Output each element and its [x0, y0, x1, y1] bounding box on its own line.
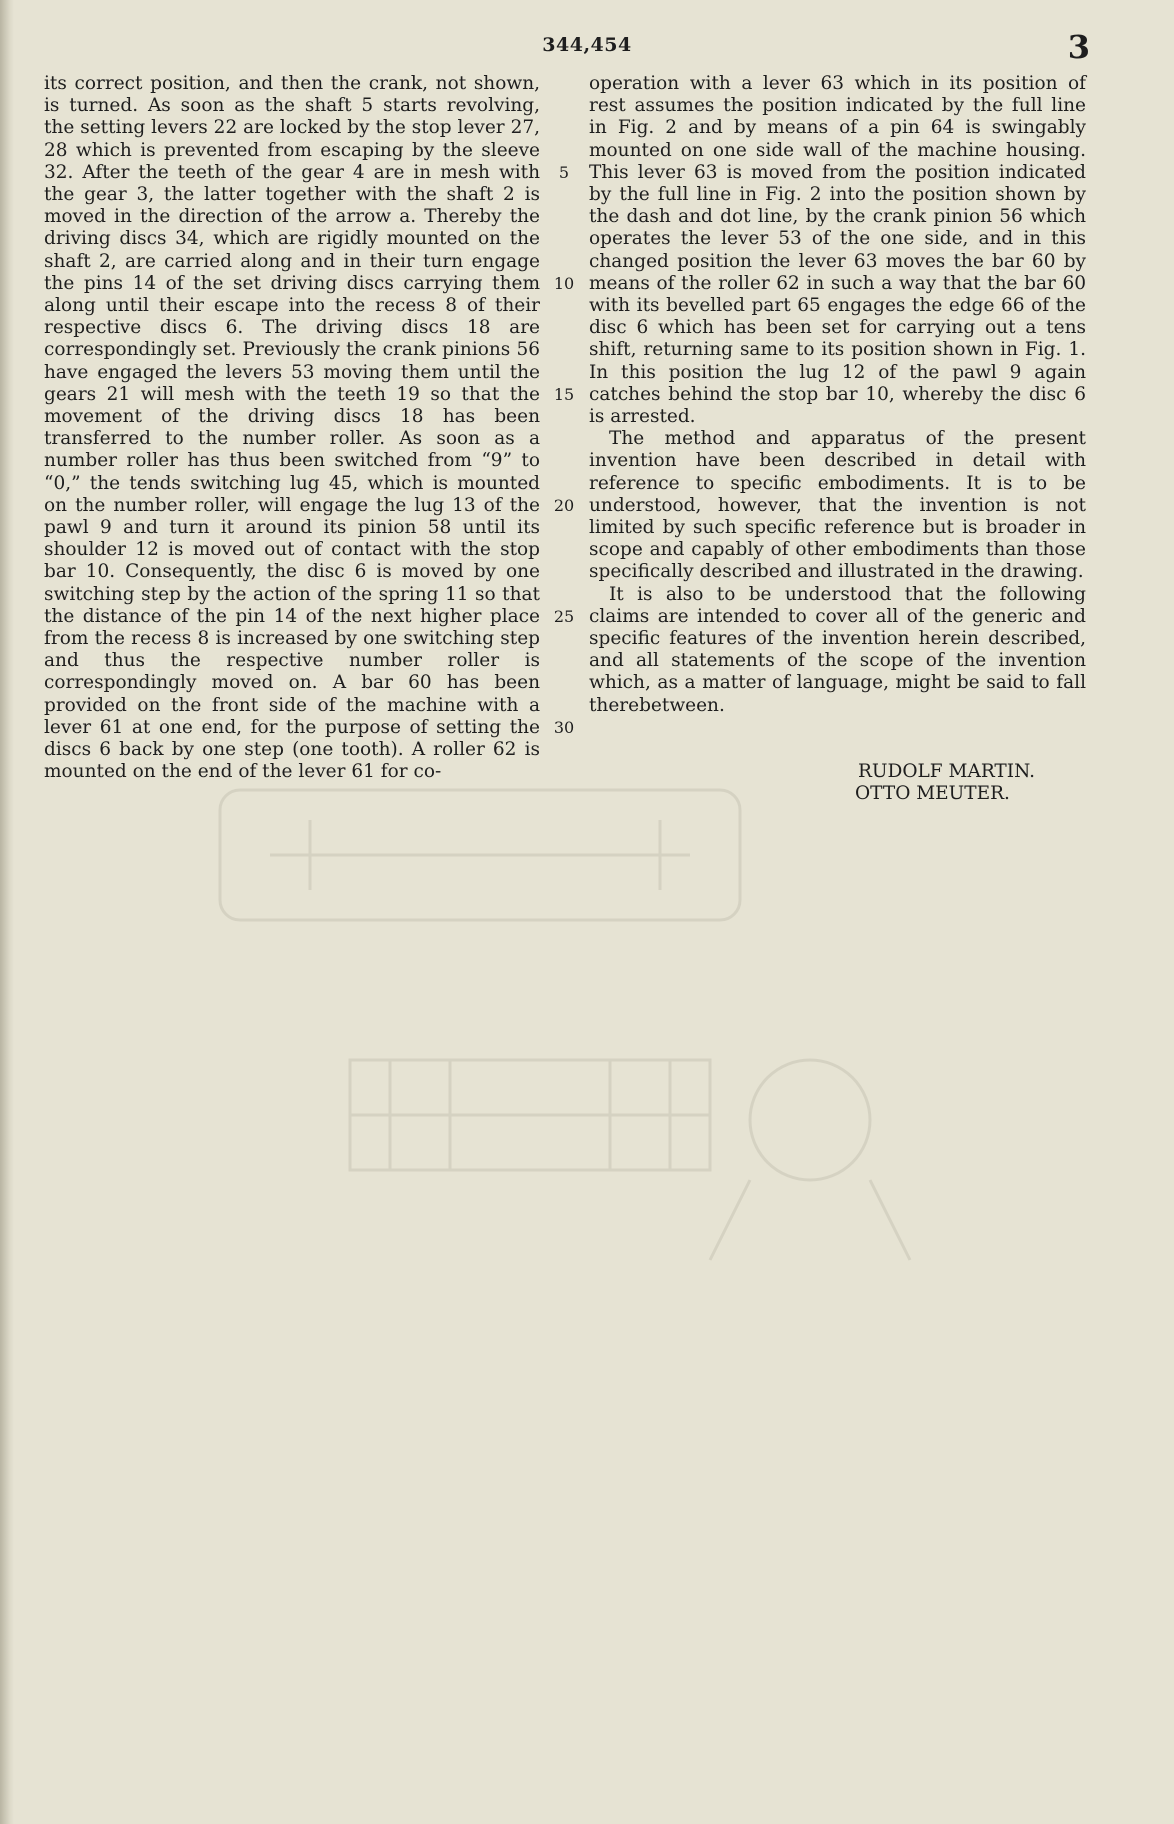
signature-otto-meuter: OTTO MEUTER.: [855, 783, 1010, 805]
patent-number: 344,454: [542, 34, 632, 56]
right-paragraph-3: It is also to be understood that the following claims are intended to cover all of the generic and specific features of the invention herein described, and all statements of the scope of the invention which, as a matter of language, might be said to fall therebetween.: [589, 583, 1086, 716]
line-number-25: 25: [553, 606, 575, 626]
left-column: [44, 73, 540, 784]
signature-rudolf-martin: RUDOLF MARTIN.: [858, 761, 1035, 782]
right-paragraph-2: The method and apparatus of the present invention have been described in detail with reference to specific embodiments. It is to be understood, however, that the invention is not limited by such specific reference but is broader in scope and capably of other embodiments than those specifically described and illustrated in the drawing.: [589, 428, 1086, 583]
right-paragraph-1: operation with a lever 63 which in its position of rest assumes the position indicated by the full line in Fig. 2 and by means of a pin 64 is swingably mounted on one side wall of the machine housing. This lever 63 is moved from the position indicated by the full line in Fig. 2 into the position shown by the dash and dot line, by the crank pinion 56 which operates the lever 53 of the one side, and in this changed position the lever 63 moves the bar 60 by means of the roller 62 in such a way that the bar 60 with its bevelled part 65 engages the edge 66 of the disc 6 which has been set for carrying out a tens shift, returning same to its position shown in Fig. 1. In this position the lug 12 of the pawl 9 again catches behind the stop bar 10, whereby the disc 6 is arrested.: [589, 73, 1086, 428]
line-number-15: 15: [553, 384, 575, 404]
line-number-10: 10: [553, 273, 575, 293]
page-number: 3: [1067, 28, 1090, 66]
line-number-30: 30: [553, 717, 575, 737]
left-column-paragraph: its correct position, and then the crank, not shown, is turned. As soon as the shaft 5 starts revolving, the setting levers 22 are locked by the stop lever 27, 28 which is prevented from escaping by the sleeve 32. After the teeth of the gear 4 are in mesh with the gear 3, the latter together with the shaft 2 is moved in the direction of the arrow a. Thereby the driving discs 34, which are rigidly mounted on the shaft 2, are carried along and in their turn engage the pins 14 of the set driving discs carrying them along until their escape into the recess 8 of their respective discs 6. The driving discs 18 are correspondingly set. Previously the crank pinions 56 have engaged the levers 53 moving them until the gears 21 will mesh with the teeth 19 so that the movement of the driving discs 18 has been transferred to the number roller. As soon as a number roller has thus been switched from “9” to “0,” the tends switching lug 45, which is mounted on the number roller, will engage the lug 13 of the pawl 9 and turn it around its pinion 58 until its shoulder 12 is moved out of contact with the stop bar 10. Consequently, the disc 6 is moved by one switching step by the action of the spring 11 so that the distance of the pin 14 of the next higher place from the recess 8 is increased by one switching step and thus the respective number roller is correspondingly moved on. A bar 60 has been provided on the front side of the machine with a lever 61 at one end, for the purpose of setting the discs 6 back by one step (one tooth). A roller 62 is mounted on the end of the lever 61 for co-: [44, 73, 540, 783]
signature-block: [855, 761, 1035, 805]
page-header: [0, 30, 1174, 70]
binding-edge: [0, 0, 14, 1824]
line-number-20: 20: [553, 495, 575, 515]
show-through-drawing: [190, 760, 950, 1320]
line-number-5: 5: [558, 162, 570, 182]
right-column: [589, 73, 1086, 717]
